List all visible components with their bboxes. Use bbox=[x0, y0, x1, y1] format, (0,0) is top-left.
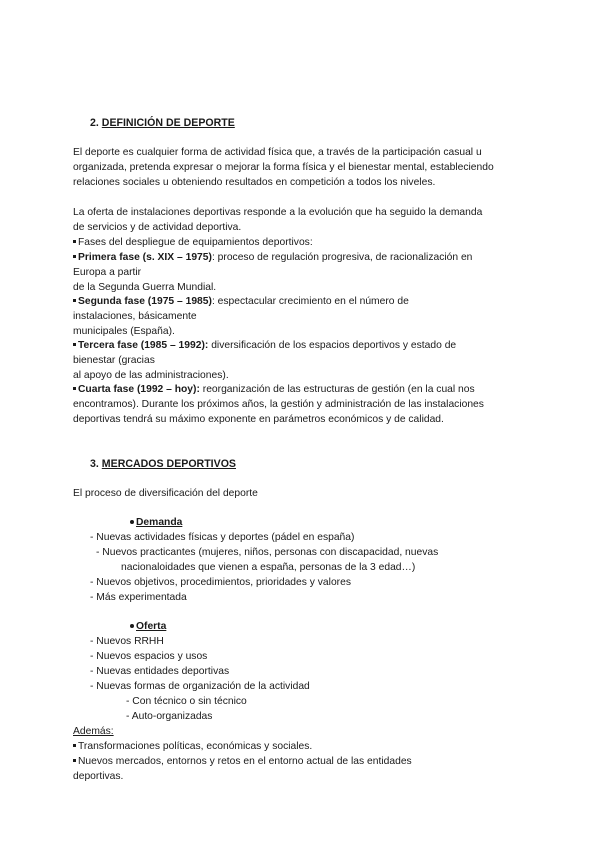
section-3-intro: El proceso de diversificación del deporte bbox=[73, 488, 258, 499]
bullet-dot-icon bbox=[130, 520, 134, 524]
demanda-item-2-cont: nacionaloidades que vienen a españa, personas de la 3 edad…) bbox=[121, 562, 416, 573]
fase-4-label: Cuarta fase (1992 – hoy): bbox=[78, 384, 200, 395]
section-3-number: 3. bbox=[90, 458, 99, 470]
section-3-heading bbox=[90, 457, 236, 472]
oferta-heading: Oferta bbox=[130, 619, 166, 634]
fase-4 bbox=[73, 382, 475, 397]
bullet-square-icon bbox=[73, 744, 76, 747]
oferta-subitem-1: - Con técnico o sin técnico bbox=[126, 696, 247, 707]
bullet-square-icon bbox=[73, 255, 76, 258]
oferta-item-4: - Nuevas formas de organización de la actividad bbox=[90, 681, 310, 692]
oferta-paragraph-line-2: de servicios y de actividad deportiva. bbox=[73, 222, 242, 233]
ademas-item-1: Transformaciones políticas, económicas y sociales. bbox=[73, 739, 312, 754]
section-3-title: MERCADOS DEPORTIVOS bbox=[101, 458, 236, 470]
bullet-square-icon bbox=[73, 240, 76, 243]
fase-1-line-2: Europa a partir bbox=[73, 267, 142, 278]
fase-3-line-2: bienestar (gracias bbox=[73, 355, 155, 366]
ademas-item-2: Nuevos mercados, entornos y retos en el entorno actual de las entidades bbox=[73, 754, 412, 769]
oferta-paragraph-line-1: La oferta de instalaciones deportivas responde a la evolución que ha seguido la demanda bbox=[73, 207, 483, 218]
fase-2-line-2: instalaciones, básicamente bbox=[73, 311, 197, 322]
bullet-dot-icon bbox=[130, 624, 134, 628]
oferta-subitem-2: - Auto-organizadas bbox=[126, 711, 213, 722]
fase-1 bbox=[73, 250, 472, 265]
bullet-square-icon bbox=[73, 299, 76, 302]
oferta-item-1: - Nuevos RRHH bbox=[90, 636, 164, 647]
bullet-square-icon bbox=[73, 759, 76, 762]
bullet-square-icon bbox=[73, 343, 76, 346]
fase-1-label: Primera fase (s. XIX – 1975) bbox=[78, 252, 212, 263]
demanda-item-1: - Nuevas actividades físicas y deportes (pádel en españa) bbox=[90, 532, 355, 543]
ademas-item-2-cont: deportivas. bbox=[73, 771, 124, 782]
fase-1-text: : proceso de regulación progresiva, de racionalización en bbox=[211, 252, 473, 263]
section-2-number: 2. bbox=[90, 117, 99, 129]
definition-line-1: El deporte es cualquier forma de actividad física que, a través de la participación casual u bbox=[73, 147, 482, 158]
fase-2 bbox=[73, 294, 409, 309]
fase-2-line-3: municipales (España). bbox=[73, 326, 175, 337]
oferta-item-2: - Nuevos espacios y usos bbox=[90, 651, 208, 662]
definition-line-2: organizada, pretenda expresar o mejorar la forma física y el bienestar mental, estableciendo bbox=[73, 162, 494, 173]
fase-3-label: Tercera fase (1985 – 1992): bbox=[78, 340, 209, 351]
ademas-heading: Además: bbox=[73, 726, 114, 737]
fase-2-text: : espectacular crecimiento en el número de bbox=[211, 296, 409, 307]
bullet-square-icon bbox=[73, 387, 76, 390]
fase-3 bbox=[73, 338, 456, 353]
fase-3-line-3: al apoyo de las administraciones). bbox=[73, 370, 229, 381]
fases-intro: Fases del despliegue de equipamientos deportivos: bbox=[73, 235, 313, 250]
section-2-heading bbox=[90, 116, 235, 131]
demanda-item-3: - Nuevos objetivos, procedimientos, prioridades y valores bbox=[90, 577, 351, 588]
fase-4-line-3: deportivas tendrá su máximo exponente en parámetros económicos y de calidad. bbox=[73, 414, 444, 425]
section-2-title: DEFINICIÓN DE DEPORTE bbox=[101, 117, 235, 129]
oferta-item-3: - Nuevas entidades deportivas bbox=[90, 666, 230, 677]
fase-3-text: diversificación de los espacios deportivos y estado de bbox=[208, 340, 457, 351]
demanda-heading: Demanda bbox=[130, 515, 182, 530]
definition-line-3: relaciones sociales u obteniendo resultados en competición a todos los niveles. bbox=[73, 177, 436, 188]
fase-1-line-3: de la Segunda Guerra Mundial. bbox=[73, 282, 217, 293]
fase-4-text: reorganización de las estructuras de gestión (en la cual nos bbox=[199, 384, 475, 395]
demanda-item-4: - Más experimentada bbox=[90, 592, 187, 603]
fase-2-label: Segunda fase (1975 – 1985) bbox=[78, 296, 212, 307]
fase-4-line-2: encontramos). Durante los próximos años, la gestión y administración de las instalaciones bbox=[73, 399, 484, 410]
demanda-item-2: - Nuevos practicantes (mujeres, niños, personas con discapacidad, nuevas bbox=[96, 547, 439, 558]
